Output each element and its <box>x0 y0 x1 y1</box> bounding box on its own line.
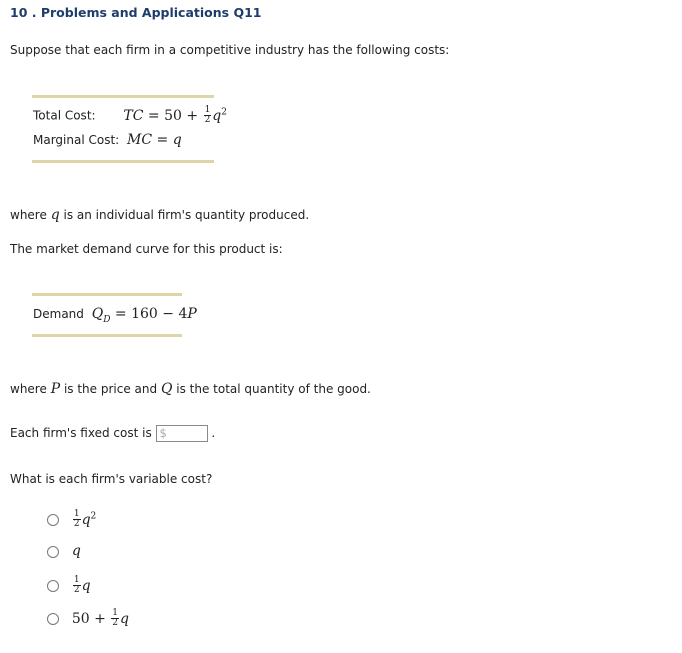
radio-button[interactable] <box>47 613 59 625</box>
marginal-cost-lhs: MC <box>127 132 153 148</box>
option-4-var: q <box>120 610 129 627</box>
fixed-cost-label: Each firm's fixed cost is <box>10 426 152 440</box>
variable-cost-option-4[interactable] <box>47 609 129 628</box>
option-1-exponent: 2 <box>90 510 97 521</box>
marginal-cost-label: Marginal Cost: <box>33 133 120 147</box>
where-pq-post: is the total quantity of the good. <box>176 382 371 396</box>
variable-cost-option-2[interactable] <box>47 543 81 559</box>
where-q-text <box>10 207 309 223</box>
where-pq-var-p: P <box>50 381 61 397</box>
demand-intro-text: The market demand curve for this product is: <box>10 242 283 256</box>
where-q-post: is an individual firm's quantity produced. <box>63 208 310 222</box>
fraction-denominator: 2 <box>73 585 80 595</box>
marginal-cost-formula: MC = q <box>127 132 182 148</box>
total-cost-row <box>33 106 227 125</box>
option-1-formula <box>72 509 97 529</box>
where-pq-mid: is the price and <box>63 382 158 396</box>
where-q-var: q <box>50 207 60 223</box>
fraction-numerator: 1 <box>73 509 80 519</box>
option-4-const: 50 <box>71 610 90 627</box>
fraction-denominator: 2 <box>73 519 80 529</box>
total-cost-formula: TC = 50 + $\frac{1}{2}$ $q^2$ <box>123 105 227 125</box>
total-cost-const: 50 <box>164 107 182 124</box>
variable-cost-option-3[interactable] <box>47 576 91 595</box>
demand-label: Demand <box>33 307 84 321</box>
radio-button[interactable] <box>47 580 59 592</box>
demand-row <box>33 306 197 325</box>
fraction-numerator: 1 <box>112 608 119 618</box>
total-cost-lhs: TC <box>123 107 144 124</box>
marginal-cost-rhs: q <box>172 132 182 148</box>
option-4-fraction <box>111 609 119 628</box>
demand-formula: $Q_D = 160 - 4P$ <box>91 306 197 325</box>
total-cost-label: Total Cost: <box>33 108 96 123</box>
total-cost-var: q <box>212 107 222 124</box>
where-pq-pre: where <box>10 382 47 396</box>
fixed-cost-suffix: . <box>211 426 216 440</box>
fraction-numerator: 1 <box>73 575 80 585</box>
option-2-var: q <box>71 543 81 559</box>
variable-cost-question: What is each firm's variable cost? <box>10 472 213 486</box>
fraction-denominator: 2 <box>204 115 211 125</box>
demand-var: P <box>187 306 197 322</box>
radio-button[interactable] <box>47 546 59 558</box>
demand-lhs-sub: D <box>103 314 111 325</box>
where-q-pre: where <box>10 208 47 222</box>
total-cost-exponent: 2 <box>221 106 227 117</box>
demand-lhs-var: Q <box>91 306 104 322</box>
question-title: 10 . Problems and Applications Q11 <box>10 5 262 20</box>
marginal-cost-row <box>33 132 182 148</box>
fraction-denominator: 2 <box>112 618 119 628</box>
fixed-cost-row <box>10 425 215 442</box>
option-3-var: q <box>81 577 91 594</box>
demand-const: 160 <box>131 306 158 322</box>
option-4-formula: 50 + $\frac{1}{2}$ q <box>71 608 129 628</box>
fraction-numerator: 1 <box>204 105 211 115</box>
radio-button[interactable] <box>47 514 59 526</box>
option-1-var: q <box>81 511 91 528</box>
where-pq-var-q: Q <box>160 381 173 397</box>
option-1-fraction <box>73 510 81 529</box>
total-cost-fraction <box>204 106 212 125</box>
variable-cost-option-1[interactable] <box>47 510 96 529</box>
intro-text: Suppose that each firm in a competitive industry has the following costs: <box>10 43 450 57</box>
where-pq-text <box>10 381 371 397</box>
demand-coef: 4 <box>178 306 188 322</box>
option-3-fraction <box>73 576 81 595</box>
option-3-formula <box>72 575 91 595</box>
fixed-cost-input[interactable]: $ <box>156 425 208 442</box>
